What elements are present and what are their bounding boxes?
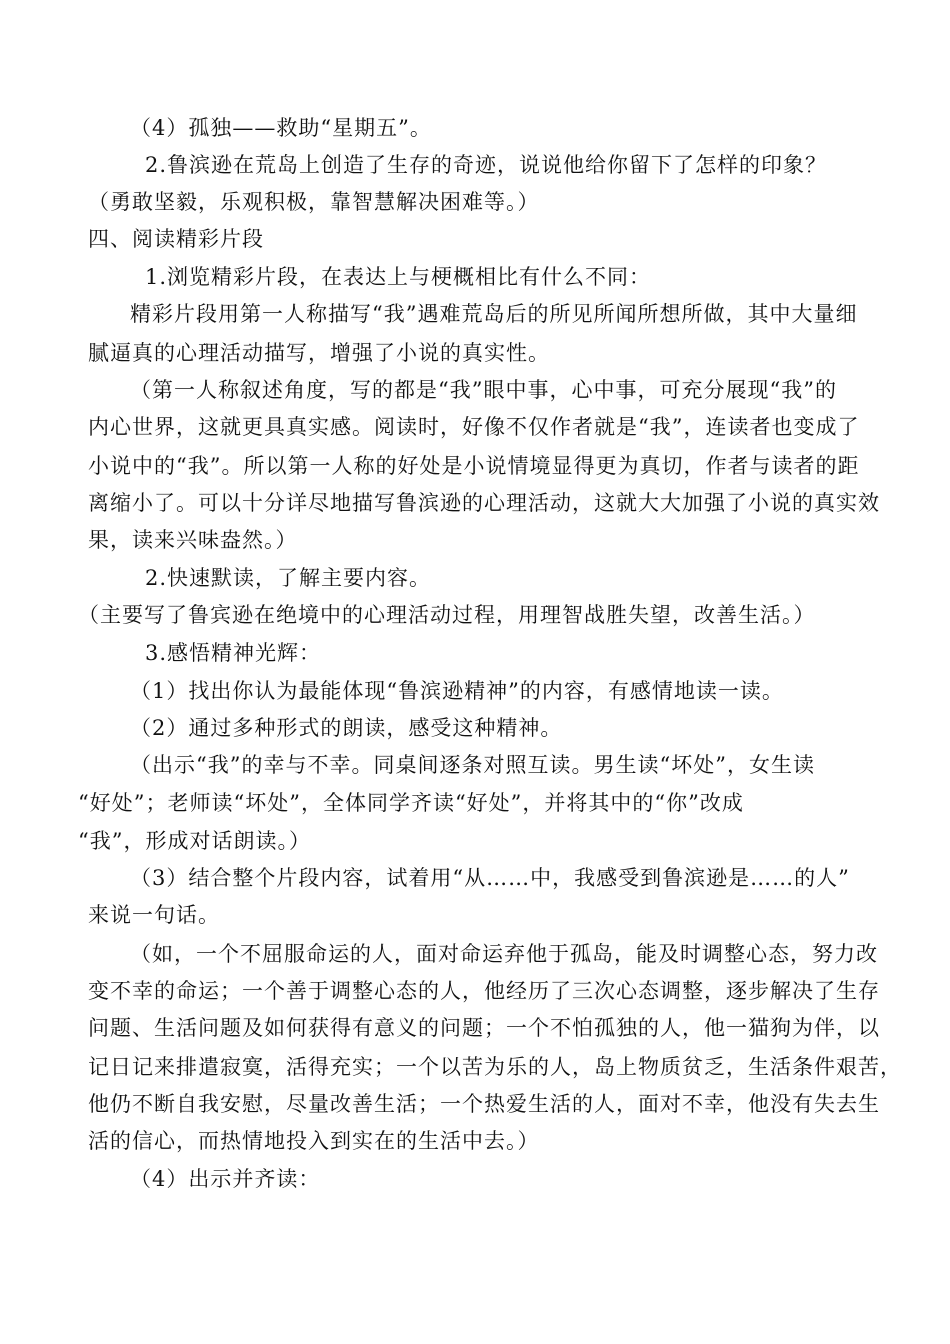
text-line: 离缩小了。可以十分详尽地描写鲁滨逊的心理活动，这就大大加强了小说的真实效 — [88, 491, 880, 515]
text-line: （4）孤独——救助“星期五”。 — [130, 116, 432, 140]
text-line: 精彩片段用第一人称描写“我”遇难荒岛后的所见所闻所想所做，其中大量细 — [130, 302, 858, 326]
text-line: 问题、生活问题及如何获得有意义的问题；一个不怕孤独的人，他一猫狗为伴，以 — [88, 1016, 880, 1040]
text-line: 记日记来排遣寂寞，活得充实；一个以苦为乐的人，岛上物质贫乏，生活条件艰苦， — [88, 1055, 902, 1079]
section-heading: 四、阅读精彩片段 — [88, 227, 264, 251]
text-line: 活的信心，而热情地投入到实在的生活中去。） — [88, 1129, 540, 1153]
text-line: （如，一个不屈服命运的人，面对命运弃他于孤岛，能及时调整心态，努力改 — [130, 942, 878, 966]
text-line: （1）找出你认为最能体现“鲁滨逊精神”的内容，有感情地读一读。 — [130, 679, 784, 703]
text-line: 内心世界，这就更具真实感。阅读时，好像不仅作者就是“我”，连读者也变成了 — [88, 415, 860, 439]
text-line: 来说一句话。 — [88, 903, 220, 927]
text-line: 1.浏览精彩片段，在表达上与梗概相比有什么不同： — [145, 265, 652, 289]
text-line: 2.鲁滨逊在荒岛上创造了生存的奇迹，说说他给你留下了怎样的印象？ — [145, 153, 828, 177]
text-line: “好处”；老师读“坏处”，全体同学齐读“好处”，并将其中的“你”改成 — [78, 791, 744, 815]
text-line: （4）出示并齐读： — [130, 1167, 321, 1191]
text-line: 变不幸的命运；一个善于调整心态的人，他经历了三次心态调整，逐步解决了生存 — [88, 979, 880, 1003]
text-line: （2）通过多种形式的朗读，感受这种精神。 — [130, 716, 563, 740]
text-line: 2.快速默读，了解主要内容。 — [145, 566, 432, 590]
text-line: 3.感悟精神光辉： — [145, 641, 322, 665]
text-line: 腻逼真的心理活动描写，增强了小说的真实性。 — [88, 341, 550, 365]
text-line: 果，读来兴味盎然。） — [88, 528, 298, 552]
text-line: “我”，形成对话朗读。） — [78, 829, 311, 853]
text-line: 小说中的“我”。所以第一人称的好处是小说情境显得更为真切，作者与读者的距 — [88, 454, 860, 478]
text-line: （出示“我”的幸与不幸。同桌间逐条对照互读。男生读“坏处”，女生读 — [130, 753, 815, 777]
text-line: （勇敢坚毅，乐观积极，靠智慧解决困难等。） — [88, 190, 540, 214]
text-line: 他仍不断自我安慰，尽量改善生活；一个热爱生活的人，面对不幸，他没有失去生 — [88, 1092, 880, 1116]
text-line: （第一人称叙述角度，写的都是“我”眼中事，心中事，可充分展现“我”的 — [130, 378, 837, 402]
text-line: （主要写了鲁宾逊在绝境中的心理活动过程，用理智战胜失望，改善生活。） — [78, 603, 816, 627]
text-line: （3）结合整个片段内容，试着用“从……中，我感受到鲁滨逊是……的人” — [130, 866, 850, 890]
